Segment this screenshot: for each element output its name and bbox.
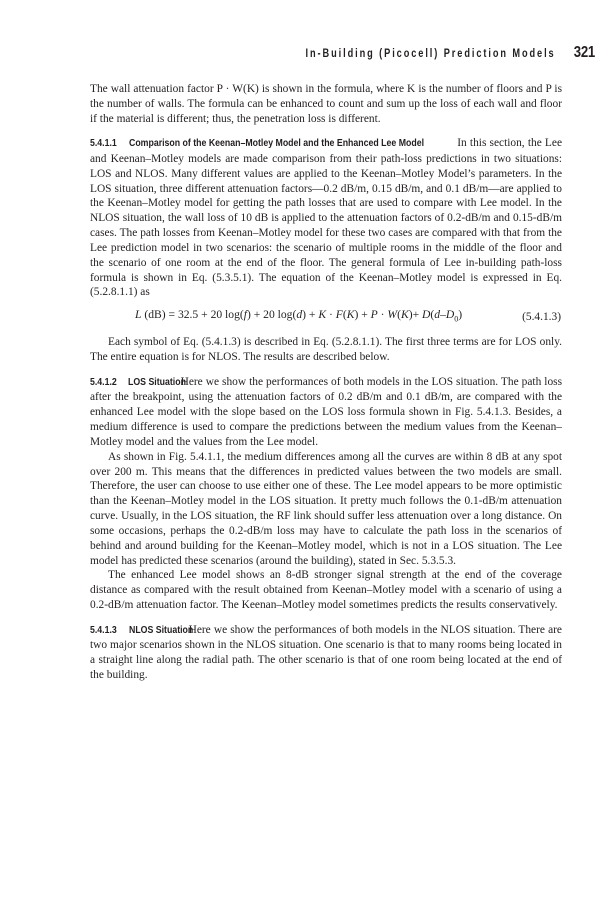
section-number: 5.4.1.2 [90,376,117,388]
equation-description-paragraph: Each symbol of Eq. (5.4.1.3) is described in Eq. (5.2.8.1.1). The first three terms are for LOS only. The entire equation is for NLOS. The results are described below. [90,336,562,364]
running-header [90,44,595,64]
section-heading: NLOS Situation [128,624,193,636]
page-number: 321 [573,44,595,61]
keenan-motley-equation: L (dB) = 32.5 + 20 log(f) + 20 $\log(d) + K \cdot F(K) + P \cdot W(K)+ D(d-D_0)$ [135,307,463,324]
body-paragraph: As shown in Fig. 5.4.1.1, the medium differences among all the curves are within 8 dB at any spot over 200 m. This means that the differences in predicted values between the two models are small. Therefore, the user can choose to use either one of these. The Lee model appears to be more optimistic than the Keenan–Motley model in the LOS situation. It pretty much follows the 0.1-dB/m attenuation curve. Usually, in the LOS situation, the RF link should suffer less attenuation over a long distance. On some occasions, perhaps the 0.2-dB/m loss may have to calculate the path loss in the scenarios of behind and around building for the Keenan–Motley model, which is not in a LOS situation. The Lee model has predicted these scenarios (around the building), stated in Sec. 5.3.5.3. [90,450,562,567]
equation-number: (5.4.1.3) [522,310,561,323]
body-paragraph: The enhanced Lee model shows an 8-dB stronger signal strength at the end of the coverage distance as compared with the result obtained from Keenan–Motley model with a scenario of using a 0.2-dB/m attenuation factor. The Keenan–Motley model sometimes predicts the results conservatively. [90,569,562,612]
equation-block [90,309,562,325]
intro-paragraph: The wall attenuation factor P · W(K) is shown in the formula, where K is the number of floors and P is the number of walls. The formula can be enhanced to count and sum up the loss of each wall and floor if the material is different; thus, the penetration loss is different. [90,83,562,125]
section-5-4-1-1-paragraph [90,136,562,300]
section-heading: LOS Situation [128,376,187,388]
section-5-4-1-3-paragraph [90,623,562,683]
section-number: 5.4.1.1 [90,138,117,150]
section-number: 5.4.1.3 [90,624,117,636]
section-text: Here we show the performances of both models in the LOS situation. The path loss after the breakpoint, using the attenuation factors of 0.2 dB/m and 0.1 dB/m, are compared with the enhanced Lee model with the slope based on the LOS loss formula shown in Fig. 5.4.1.3. Besides, a medium difference is used to compare the predictions between the medium values from the Keenan–Motley model and the values from the Lee model. [90,375,563,448]
section-text: Here we show the performances of both models in the NLOS situation. There are two major scenarios shown in the NLOS situation. One scenario is that to many rooms being located in a straight line along the radial path. The other scenario is that of one room being located at the end of the building. [90,623,562,682]
section-heading: Comparison of the Keenan–Motley Model and the Enhanced Lee Model [128,138,424,150]
running-head-title: In-Building (Picocell) Prediction Models [305,48,557,60]
page-body [90,82,562,683]
section-text: In this section, the Lee and Keenan–Motley models are made comparison from their path-loss predictions in two situations: LOS and NLOS. Many different values are applied to the Keenan–Motley Model’s parameters. In the LOS situation, three different attenuation factors—0.2 dB/m, 0.15 dB/m, and 0.1 dB/m—are applied to the Keenan–Motley model for getting the path losses that are used to compare with Lee model. In the NLOS situation, the wall loss of 10 dB is applied to the attenuation factors of 0.2-dB/m and 0.15-dB/m cases. The path losses from Keenan–Motley model for these two cases are compared with that from the Lee prediction model in two scenarios: the scenario of multiple rooms in the middle of the floor and the scenario of one room at the end of the floor. The general formula of Lee in-building path-loss formula is shown in Eq. (5.3.5.1). The equation of the Keenan–Motley model is expressed in Eq. (5.2.8.1.1) as [90,137,562,299]
section-5-4-1-2-paragraph [90,375,562,450]
